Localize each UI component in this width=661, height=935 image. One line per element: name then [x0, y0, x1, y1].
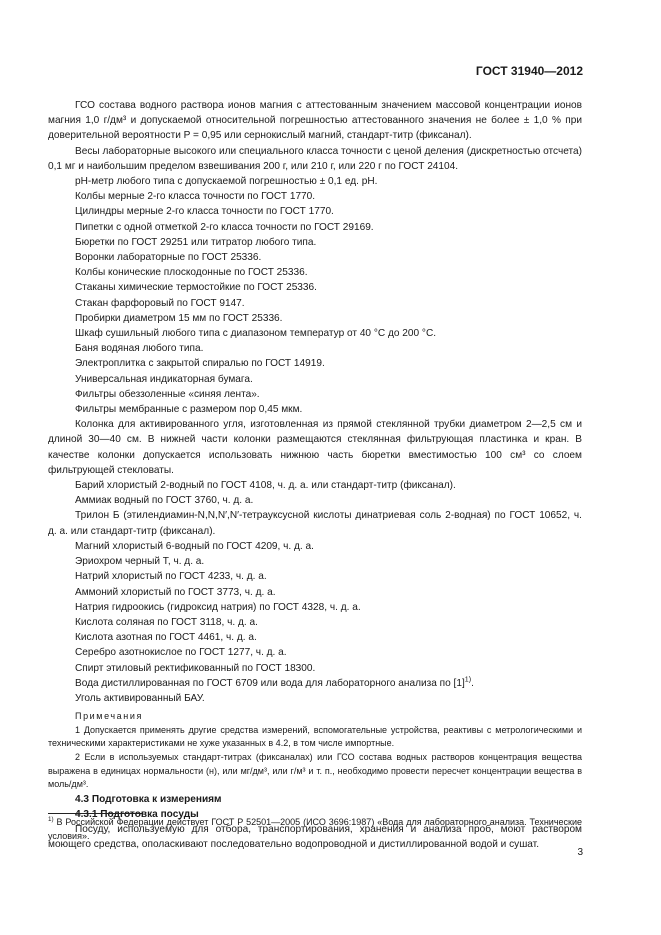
reagent-item: Натрия гидроокись (гидроксид натрия) по ГОСТ 4328, ч. д. а. — [75, 601, 361, 613]
balance-paragraph: Весы лабораторные высокого или специального класса точности с ценой деления (дискретностью отсчета) 0,1 мг и наибольшим пределом взвешивания 200 г, или 210 г, или 220 г по ГОСТ 24104. — [48, 145, 582, 172]
equipment-item: рН-метр любого типа с допускаемой погрешностью ± 0,1 ед. рН. — [75, 176, 378, 188]
standard-header: ГОСТ 31940—2012 — [475, 64, 583, 78]
equipment-item: Стакан фарфоровый по ГОСТ 9147. — [75, 297, 245, 309]
equipment-list — [48, 174, 582, 417]
reagent-list-2 — [48, 539, 582, 676]
magnesium-reference-paragraph: ГСО состава водного раствора ионов магния с аттестованным значением массовой концентрации ионов магния 1,0 г/дм³ и допускаемой относительной погрешностью аттестованного значения не более ± 1,0 % при доверительной вероятности P = 0,95 или сернокислый магний, стандарт-титр (фиксанал). — [48, 100, 582, 142]
equipment-item: Шкаф сушильный любого типа с диапазоном температур от 40 °С до 200 °С. — [75, 328, 437, 340]
reagent-item: Аммиак водный по ГОСТ 3760, ч. д. а. — [75, 495, 254, 507]
equipment-item: Электроплитка с закрытой спиралью по ГОСТ 14919. — [75, 358, 325, 370]
equipment-item: Фильтры мембранные с размером пор 0,45 мкм. — [75, 404, 303, 416]
reagent-item: Натрий хлористый по ГОСТ 4233, ч. д. а. — [75, 571, 267, 583]
reagent-item: Серебро азотнокислое по ГОСТ 1277, ч. д. а. — [75, 647, 287, 659]
reagent-list-1 — [48, 478, 582, 508]
reagent-item: Магний хлористый 6-водный по ГОСТ 4209, ч. д. а. — [75, 540, 314, 552]
equipment-item: Цилиндры мерные 2-го класса точности по ГОСТ 1770. — [75, 206, 334, 218]
page-number: 3 — [577, 847, 583, 858]
equipment-item: Колбы конические плоскодонные по ГОСТ 25336. — [75, 267, 308, 279]
footnote-reference: 1) — [464, 676, 472, 684]
equipment-item: Стаканы химические термостойкие по ГОСТ 25336. — [75, 282, 317, 294]
distilled-water-item — [48, 676, 582, 691]
footnote-divider — [48, 813, 142, 814]
reagent-item: Спирт этиловый ректификованный по ГОСТ 18300. — [75, 662, 316, 674]
note-2: 2 Если в используемых стандарт-титрах (фиксаналах) или ГСО состава водных растворов концентрация вещества выражена в единицах нормальности (н), или мг/дм³, или г/м³ и т. п., необходимо провести пересчет концентрации вещества в моль/дм³. — [48, 751, 582, 790]
footnote-mark: 1) — [48, 816, 54, 823]
equipment-item: Колбы мерные 2-го класса точности по ГОСТ 1770. — [75, 191, 316, 203]
notes-block — [48, 710, 582, 792]
activated-carbon-item: Уголь активированный БАУ. — [75, 692, 205, 704]
reagent-item: Эриохром черный Т, ч. д. а. — [75, 556, 205, 568]
reagent-item: Кислота азотная по ГОСТ 4461, ч. д. а. — [75, 632, 257, 644]
reagent-item: Кислота соляная по ГОСТ 3118, ч. д. а. — [75, 616, 258, 628]
equipment-item: Пробирки диаметром 15 мм по ГОСТ 25336. — [75, 312, 283, 324]
notes-title: Примечания — [75, 711, 143, 722]
trilon-paragraph: Трилон Б (этилендиамин-N,N,N′,N′-тетрауксусной кислоты динатриевая соль 2-водная) по ГОСТ 10652, ч. д. а. или стандарт-титр (фиксанал). — [48, 510, 582, 537]
distilled-water-text: Вода дистиллированная по ГОСТ 6709 или вода для лабораторного анализа по [1] — [75, 677, 465, 689]
equipment-item: Воронки лабораторные по ГОСТ 25336. — [75, 252, 262, 264]
equipment-item: Универсальная индикаторная бумага. — [75, 373, 253, 385]
equipment-item: Фильтры обеззоленные «синяя лента». — [75, 388, 260, 400]
section-heading-4-3-1: 4.3.1 Подготовка посуды — [75, 808, 199, 820]
distilled-water-period: . — [471, 677, 474, 689]
equipment-item: Баня водяная любого типа. — [75, 343, 204, 355]
reagent-item: Барий хлористый 2-водный по ГОСТ 4108, ч. д. а. или стандарт-титр (фиксанал). — [75, 480, 456, 492]
note-1: 1 Допускается применять другие средства измерений, вспомогательные устройства, реактивы с метрологическими и техническими характеристиками не хуже указанных в 4.2, в том числе импортные. — [48, 724, 582, 749]
carbon-column-paragraph: Колонка для активированного угля, изготовленная из прямой стеклянной трубки диаметром 2—2,5 см и длиной 30—40 см. В нижней части колонки размещаются стеклянная фильтрующая пластинка и кран. В качестве колонки допускается использовать нижнюю часть бюретки вместимостью 100 см³ со слоем фильтрующей стекловаты. — [48, 419, 582, 476]
equipment-item: Бюретки по ГОСТ 29251 или титратор любого типа. — [75, 236, 317, 248]
equipment-item: Пипетки с одной отметкой 2-го класса точности по ГОСТ 29169. — [75, 221, 374, 233]
reagent-item: Аммоний хлористый по ГОСТ 3773, ч. д. а. — [75, 586, 276, 598]
footnote-text: В Российской Федерации действует ГОСТ Р 52501—2005 (ИСО 3696:1987) «Вода для лабораторного анализа. Технические условия». — [48, 817, 582, 841]
footnote — [48, 816, 582, 843]
section-heading-4-3: 4.3 Подготовка к измерениям — [75, 793, 222, 805]
page-content — [48, 98, 582, 853]
glassware-preparation-paragraph: Посуду, используемую для отбора, транспортирования, хранения и анализа проб, моют раствором моющего средства, ополаскивают последовательно водопроводной и дистиллированной водой и сушат. — [48, 824, 582, 851]
